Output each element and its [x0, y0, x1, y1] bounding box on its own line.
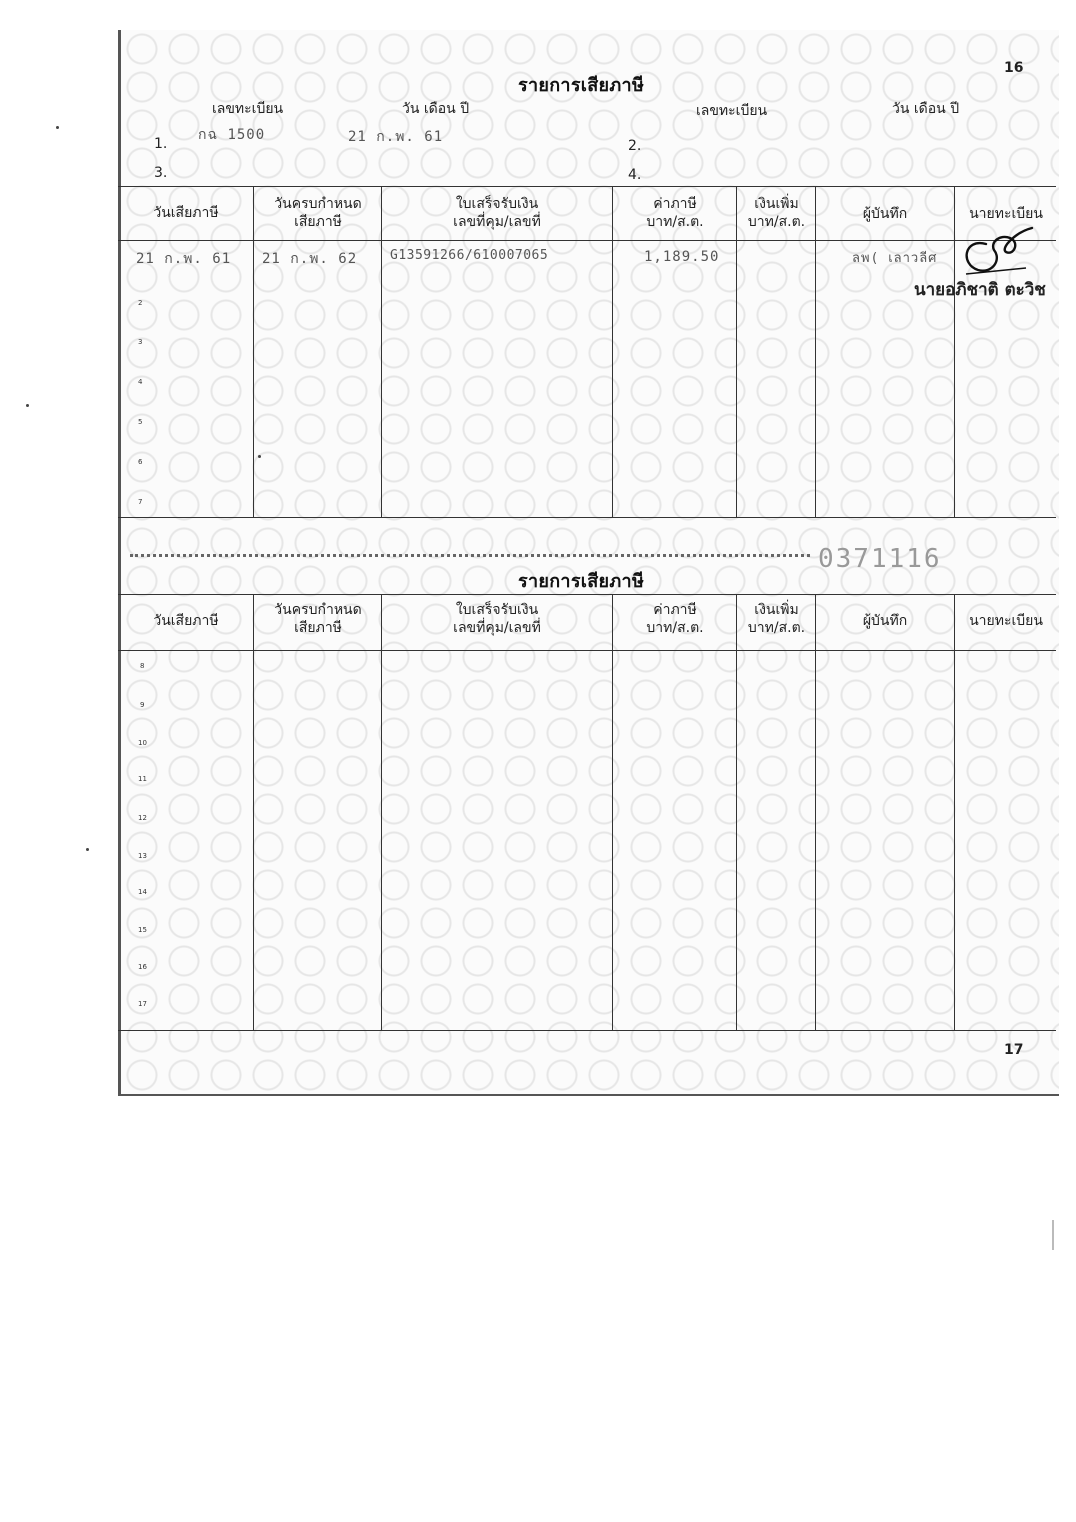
- table1-col-divider: [253, 186, 254, 517]
- table2-col-divider: [736, 594, 737, 1030]
- table2-header-surcharge: เงินเพิ่ม บาท/ส.ต.: [747, 602, 806, 636]
- row-number: 7: [138, 498, 143, 506]
- row-number: 10: [138, 739, 147, 747]
- table1-header-bottom-border: [118, 240, 1056, 241]
- row-number: 3: [138, 338, 143, 346]
- table2-top-border: [118, 594, 1056, 595]
- row-number: 4: [138, 378, 143, 386]
- faint-document-number: 0371116: [818, 544, 942, 574]
- table2-bottom-border: [118, 1030, 1056, 1031]
- row1-tax-date: 21 ก.พ. 61: [136, 251, 232, 267]
- scan-speck: [86, 848, 89, 851]
- row-number: 6: [138, 458, 143, 466]
- table1-header-receipt: ใบเสร็จรับเงิน เลขที่คุม/เลขที่: [453, 196, 541, 230]
- bottom-page-number: 17: [1004, 1042, 1024, 1058]
- entry-1-registration: กฉ 1500: [198, 127, 266, 143]
- entry-4-number: 4.: [628, 167, 642, 183]
- table1-header-due-date: วันครบกำหนด เสียภาษี: [274, 196, 362, 230]
- table1-header-tax-date: วันเสียภาษี: [153, 205, 219, 221]
- row-number: 12: [138, 814, 147, 822]
- row-number: 2: [138, 299, 143, 307]
- entry-2-number: 2.: [628, 138, 642, 154]
- scan-speck: [56, 126, 59, 129]
- row-number: 15: [138, 926, 147, 934]
- scan-speck: [26, 404, 29, 407]
- table1-col-divider: [612, 186, 613, 517]
- table1-header-tax-amount: ค่าภาษี บาท/ส.ต.: [646, 196, 704, 230]
- top-section-title: รายการเสียภาษี: [518, 75, 645, 96]
- row-number: 16: [138, 963, 147, 971]
- row-number: 17: [138, 1000, 147, 1008]
- entry-1-number: 1.: [154, 136, 168, 152]
- row-number: 11: [138, 775, 147, 783]
- table2-header-registrar: นายทะเบียน: [969, 613, 1043, 629]
- date-header-right: วัน เดือน ปี: [892, 101, 960, 117]
- table2-col-divider: [954, 594, 955, 1030]
- registrar-stamp: นายอภิชาติ ตะวิช: [914, 280, 1046, 300]
- table2-col-divider: [815, 594, 816, 1030]
- table1-header-recorder: ผู้บันทึก: [862, 206, 908, 222]
- table1-header-registrar: นายทะเบียน: [969, 206, 1043, 222]
- row1-due-date: 21 ก.พ. 62: [262, 251, 358, 267]
- table2-header-receipt: ใบเสร็จรับเงิน เลขที่คุม/เลขที่: [453, 602, 541, 636]
- row1-tax-amount: 1,189.50: [644, 249, 720, 265]
- row-number: 14: [138, 888, 147, 896]
- table1-bottom-border: [118, 517, 1056, 518]
- table2-header-tax-amount: ค่าภาษี บาท/ส.ต.: [646, 602, 704, 636]
- table2-col-divider: [381, 594, 382, 1030]
- date-header-left: วัน เดือน ปี: [402, 101, 470, 117]
- table2-header-bottom-border: [118, 650, 1056, 651]
- perforation-strip: [130, 554, 810, 557]
- table2-header-due-date: วันครบกำหนด เสียภาษี: [274, 602, 362, 636]
- table2-col-divider: [253, 594, 254, 1030]
- entry-3-number: 3.: [154, 165, 168, 181]
- table2-header-tax-date: วันเสียภาษี: [153, 613, 219, 629]
- table1-col-divider: [736, 186, 737, 517]
- table2-header-recorder: ผู้บันทึก: [862, 613, 908, 629]
- table2-col-divider: [612, 594, 613, 1030]
- registrar-signature: [956, 212, 1038, 282]
- registration-header-left: เลขทะเบียน: [212, 101, 284, 117]
- table1-col-divider: [954, 186, 955, 517]
- row1-receipt: G13591266/610007065: [390, 248, 549, 263]
- row-number: 8: [140, 662, 145, 670]
- row-number: 13: [138, 852, 147, 860]
- scan-speck: [258, 455, 261, 458]
- table1-col-divider: [381, 186, 382, 517]
- bottom-section-title: รายการเสียภาษี: [518, 571, 645, 592]
- registration-header-right: เลขทะเบียน: [696, 103, 768, 119]
- entry-1-date: 21 ก.พ. 61: [348, 129, 444, 145]
- top-page-number: 16: [1004, 60, 1024, 76]
- row1-recorder: ลพ( เลาวลีศ: [852, 251, 938, 266]
- table1-top-border: [118, 186, 1056, 187]
- table1-col-divider: [815, 186, 816, 517]
- scan-speck: [1052, 1220, 1054, 1250]
- table1-header-surcharge: เงินเพิ่ม บาท/ส.ต.: [747, 196, 806, 230]
- row-number: 9: [140, 701, 145, 709]
- row-number: 5: [138, 418, 143, 426]
